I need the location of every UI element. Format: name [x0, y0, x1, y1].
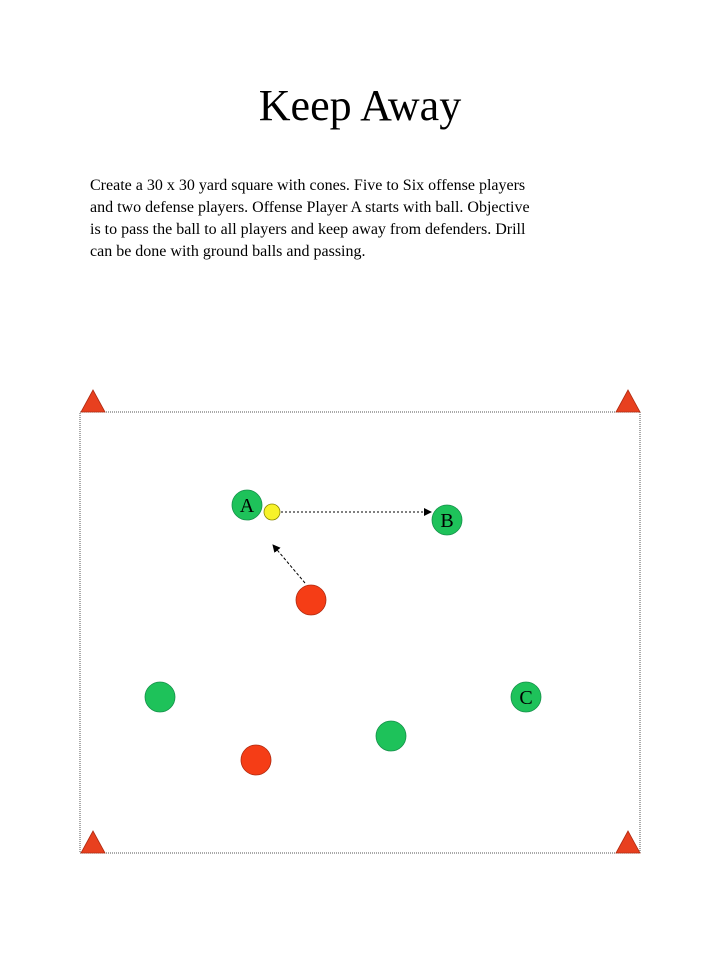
defense-player [296, 585, 326, 615]
description-line-1: Create a 30 x 30 yard square with cones. Five to Six offense players [90, 177, 526, 194]
cone-bottom-right [616, 831, 640, 853]
defense-player [241, 745, 271, 775]
cone-bottom-left [81, 831, 105, 853]
offense-player-a-label: A [239, 495, 255, 517]
defender-pressure-arrow [273, 545, 305, 583]
offense-player-c-label: C [519, 687, 533, 709]
page-title: Keep Away [258, 81, 462, 130]
description-line-4: can be done with ground balls and passing. [90, 243, 366, 260]
field-boundary [80, 412, 640, 853]
cone-top-right [616, 390, 640, 412]
offense-player-b-label: B [440, 510, 454, 532]
description-line-3: is to pass the ball to all players and keep away from defenders. Drill [90, 221, 526, 238]
cone-top-left [81, 390, 105, 412]
description-line-2: and two defense players. Offense Player A starts with ball. Objective [90, 199, 530, 216]
offense-player [145, 682, 175, 712]
offense-player [376, 721, 406, 751]
ball [264, 504, 280, 520]
